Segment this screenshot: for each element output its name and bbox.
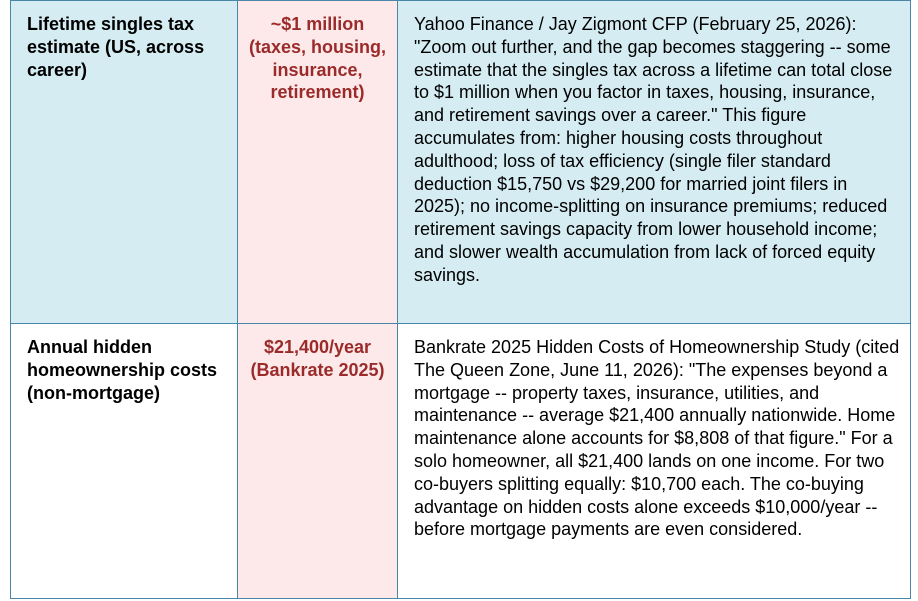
row-label: Lifetime singles tax estimate (US, across career) <box>11 1 238 324</box>
data-table <box>10 0 911 599</box>
table-row <box>11 324 911 599</box>
row-label: Annual hidden homeownership costs (non-mortgage) <box>11 324 238 599</box>
table-row <box>11 1 911 324</box>
row-value: $21,400/year (Bankrate 2025) <box>238 324 398 599</box>
row-source: Yahoo Finance / Jay Zigmont CFP (February 25, 2026): "Zoom out further, and the gap becomes staggering -- some estimate that the singles tax across a lifetime can total close to $1 million when you factor in taxes, housing, insurance, and retirement savings over a career." This figure accumulates from: higher housing costs throughout adulthood; loss of tax efficiency (single filer standard deduction $15,750 vs $29,200 for married joint filers in 2025); no income-splitting on insurance premiums; reduced retirement savings capacity from lower household income; and slower wealth accumulation from lack of forced equity savings. <box>398 1 911 324</box>
row-value: ~$1 million (taxes, housing, insurance, retirement) <box>238 1 398 324</box>
row-source: Bankrate 2025 Hidden Costs of Homeownership Study (cited The Queen Zone, June 11, 2026): "The expenses beyond a mortgage -- property taxes, insurance, utilities, and maintenance -- average $21,400 annually nationwide. Home maintenance alone accounts for $8,808 of that figure." For a solo homeowner, all $21,400 lands on one income. For two co-buyers splitting equally: $10,700 each. The co-buying advantage on hidden costs alone exceeds $10,000/year -- before mortgage payments are even considered. <box>398 324 911 599</box>
